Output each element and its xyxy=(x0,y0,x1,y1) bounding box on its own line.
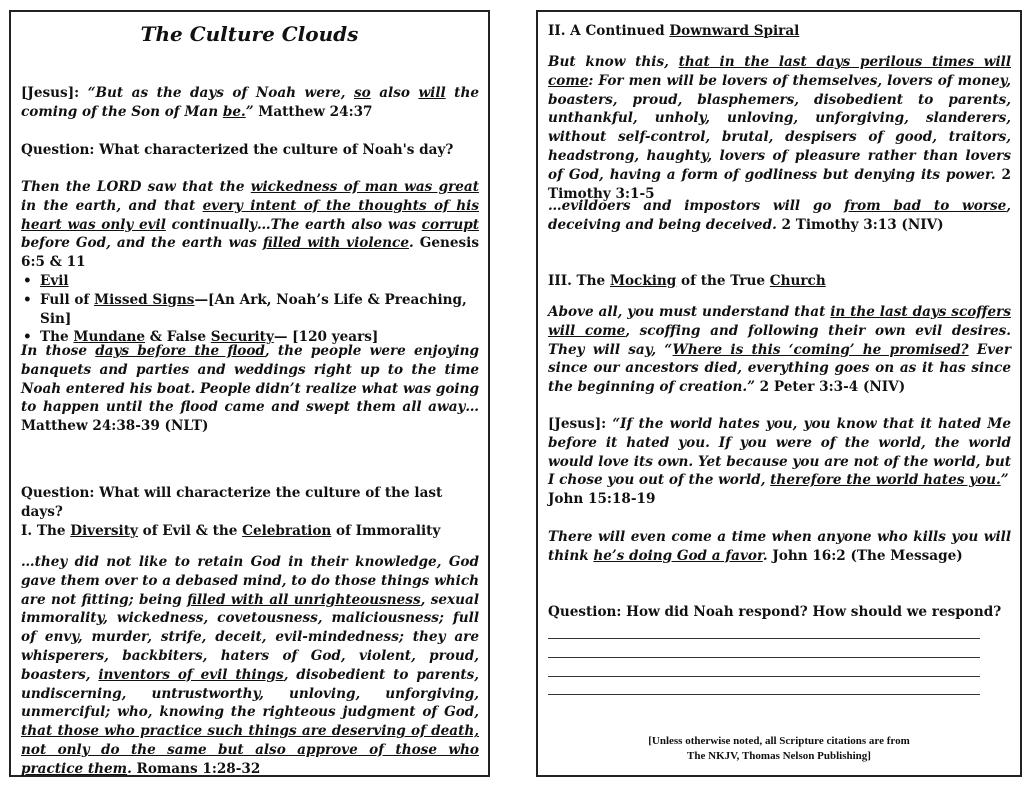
answer-line-1[interactable] xyxy=(548,638,980,639)
section-2-heading: II. A Continued Downward Spiral xyxy=(548,23,800,39)
bullet-mundane-security: • The Mundane & False Security— [120 years] xyxy=(21,328,479,347)
peter-quote: Above all, you must understand that in the last days scoffers will come, scoffing and following their own evil desires. They will say, “Where is this ‘coming’ he promised? Ever since our ancestors died, everything goes on as it has since the beginning of creation.” 2 Peter 3:3-4 (NIV) xyxy=(548,304,1011,396)
bullet-missed-signs: • Full of Missed Signs—[An Ark, Noah’s Life & Preaching, Sin] xyxy=(21,291,479,329)
left-panel xyxy=(9,10,490,777)
answer-line-4[interactable] xyxy=(548,694,980,695)
answer-line-3[interactable] xyxy=(548,676,980,677)
question-response: Question: How did Noah respond? How should we respond? xyxy=(548,604,1002,620)
question-noahs-day: Question: What characterized the culture of Noah's day? xyxy=(21,142,454,158)
bullet-evil: • Evil xyxy=(21,272,479,291)
page-title: The Culture Clouds xyxy=(140,22,359,46)
john-16-quote: There will even come a time when anyone who kills you will think he’s doing God a favor. John 16:2 (The Message) xyxy=(548,529,1011,564)
john-15-quote: [Jesus]: “If the world hates you, you know that it hated Me before it hated you. If you were of the world, the world would love its own. Yet because you are not of the world, but I chose you out of the world, therefore the world hates you.” John 15:18-19 xyxy=(548,416,1011,508)
scripture-citation-note: [Unless otherwise noted, all Scripture citations are from The NKJV, Thomas Nelson Publishing] xyxy=(648,735,910,762)
section-1-heading: I. The Diversity of Evil & the Celebration of Immorality xyxy=(21,523,441,539)
timothy-3-13-quote: …evildoers and impostors will go from bad to worse, deceiving and being deceived. 2 Timothy 3:13 (NIV) xyxy=(548,198,1011,233)
question-last-days: Question: What will characterize the culture of the last days? xyxy=(21,485,443,520)
section-3-heading: III. The Mocking of the True Church xyxy=(548,273,826,289)
noah-culture-bullet-list xyxy=(21,272,479,347)
genesis-quote: Then the LORD saw that the wickedness of man was great in the earth, and that every intent of the thoughts of his heart was only evil continually…The earth also was corrupt before God, and the earth was filled with violence. Genesis 6:5 & 11 xyxy=(21,179,480,271)
matthew-24-38-quote: In those days before the flood, the people were enjoying banquets and parties and weddings right up to the time Noah entered his boat. People didn’t realize what was going to happen until the flood came and swept them all away… Matthew 24:38-39 (NLT) xyxy=(21,343,479,435)
timothy-3-1-quote: But know this, that in the last days perilous times will come: For men will be lovers of themselves, lovers of money, boasters, proud, blasphemers, disobedient to parents, unthankful, unholy, unloving, unforgiving, slanderers, without self-control, brutal, despisers of good, traitors, headstrong, haughty, lovers of pleasure rather than lovers of God, having a form of godliness but denying its power. 2 Timothy 3:1-5 xyxy=(548,54,1012,202)
romans-quote: …they did not like to retain God in their knowledge, God gave them over to a debased mind, to do those things which are not fitting; being filled with all unrighteousness, sexual immorality, wickedness, covetousness, maliciousness; full of envy, murder, strife, deceit, evil-mindedness; they are whisperers, backbiters, haters of God, violent, proud, boasters, inventors of evil things, disobedient to parents, undiscerning, untrustworthy, unloving, unforgiving, unmerciful; who, knowing the righteous judgment of God, that those who practice such things are deserving of death, not only do the same but also approve of those who practice them. Romans 1:28-32 xyxy=(21,554,479,777)
answer-line-2[interactable] xyxy=(548,657,980,658)
matthew-24-37-quote: [Jesus]: “But as the days of Noah were, so also will the coming of the Son of Man be.” Matthew 24:37 xyxy=(21,85,479,120)
right-panel xyxy=(536,10,1022,777)
